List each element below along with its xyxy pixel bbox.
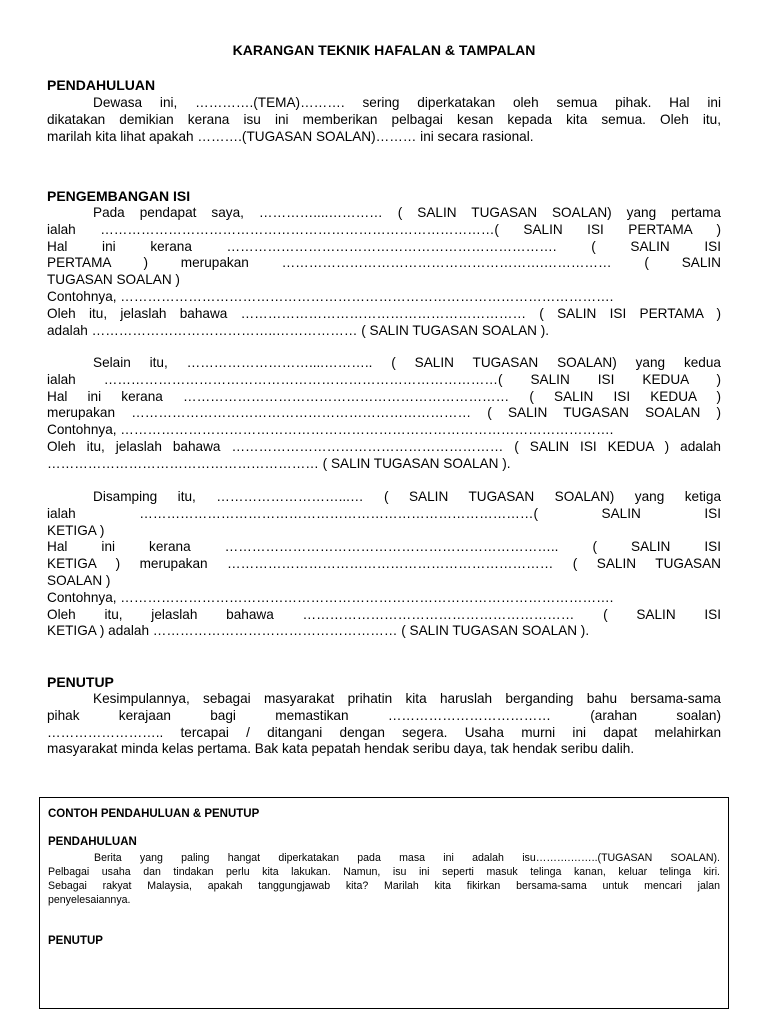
text-line: merupakan ………………………………………………………………… ( SALIN TUGASAN SOALAN ) [47, 405, 721, 421]
text-line: Oleh itu, jelaslah bahawa …………………………………………………… ( SALIN ISI [47, 606, 721, 622]
text-line: Oleh itu, jelaslah bahawa …………………………………………………… ( SALIN ISI KEDUA ) adalah [47, 438, 721, 454]
section-heading-penutup: PENUTUP [47, 674, 114, 690]
document-title: KARANGAN TEKNIK HAFALAN & TAMPALAN [232, 42, 536, 58]
text-line: ialah ……………………………………………………………………………( SALIN ISI PERTAMA ) [47, 221, 721, 237]
example-box-title: CONTOH PENDAHULUAN & PENUTUP [48, 808, 260, 820]
text-line: dikatakan demikian kerana isu ini memberikan pelbagai kesan kepada kita semua. Oleh itu, [47, 111, 721, 127]
text-line: Oleh itu, jelaslah bahawa ……………………………………………………… ( SALIN ISI PERTAMA ) [47, 305, 721, 321]
text-line: ialah ……………………………………………………………………………( SALIN ISI [47, 505, 721, 521]
text-line: Contohnya, ………………………………………………………………………………………………. [47, 589, 614, 605]
paragraph-isi-pertama [47, 205, 721, 339]
text-line: Hal ini kerana ……………………………………………………………… ( SALIN ISI KEDUA ) [47, 388, 721, 404]
paragraph-penutup [47, 691, 721, 758]
section-heading-pendahuluan: PENDAHULUAN [47, 77, 156, 93]
text-line: KETIGA ) merupakan ……………………………………………………………… ( SALIN TUGASAN [47, 556, 721, 572]
text-line: Selain itu, ………………………....……….. ( SALIN TUGASAN SOALAN) yang kedua [93, 355, 721, 370]
text-line: Kesimpulannya, sebagai masyarakat prihatin kita haruslah berganding bahu bersama-sama [93, 691, 721, 706]
text-line: Pada pendapat saya, …………....………… ( SALIN TUGASAN SOALAN) yang pertama [93, 205, 721, 220]
text-line: penyelesaiannya. [48, 894, 131, 906]
text-line: Contohnya, ………………………………………………………………………………………………. [47, 288, 614, 304]
paragraph-isi-kedua [47, 355, 721, 473]
text-line: …………………………………………………… ( SALIN TUGASAN SOALAN ). [47, 455, 511, 471]
example-paragraph-pendahuluan [48, 851, 720, 907]
text-line: adalah …………………………………..……………… ( SALIN TUGASAN SOALAN ). [47, 322, 550, 338]
text-line: Sebagai rakyat Malaysia, apakah tanggungjawab kita? Marilah kita fikirkan bersama-sama untuk mencari jalan [48, 880, 720, 892]
paragraph-isi-ketiga [47, 489, 721, 640]
text-line: TUGASAN SOALAN ) [47, 272, 180, 288]
text-line: SOALAN ) [47, 572, 111, 588]
text-line: masyarakat minda kelas pertama. Bak kata pepatah hendak seribu daya, tak hendak seribu dalih. [47, 741, 635, 757]
text-line: marilah kita lihat apakah ……….(TUGASAN SOALAN)……… ini secara rasional. [47, 128, 534, 144]
text-line: Dewasa ini, ………….(TEMA)………. sering diperkatakan oleh semua pihak. Hal ini [93, 95, 721, 110]
text-line: KETIGA ) adalah ……………………………………………… ( SALIN TUGASAN SOALAN ). [47, 623, 590, 639]
text-line: …………………….. tercapai / ditangani dengan segera. Usaha murni ini dapat melahirkan [47, 724, 721, 740]
text-line: pihak kerajaan bagi memastikan ……………………………… (arahan soalan) [47, 707, 721, 723]
text-line: Berita yang paling hangat diperkatakan pada masa ini adalah isu……….……..(TUGASAN SOALAN). [94, 852, 720, 864]
text-line: Contohnya, ………………………………………………………………………………………………. [47, 422, 614, 438]
section-heading-pengembangan: PENGEMBANGAN ISI [47, 188, 191, 204]
text-line: Hal ini kerana ……………………………………………………………….. ( SALIN ISI [47, 539, 721, 555]
text-line: ialah ……………………………………………………………………………( SALIN ISI KEDUA ) [47, 371, 721, 387]
text-line: KETIGA ) [47, 522, 105, 538]
text-line: Pelbagai usaha dan tindakan perlu kita lakukan. Namun, isu ini seperti masuk telinga kanan, keluar telinga kiri. [48, 866, 720, 878]
text-line: Disamping itu, ………………………...… ( SALIN TUGASAN SOALAN) yang ketiga [93, 489, 721, 504]
paragraph-pendahuluan [47, 95, 721, 145]
text-line: PERTAMA ) merupakan ………………………………………………….…………… ( SALIN [47, 255, 721, 271]
text-line: Hal ini kerana ………………………………………………………………. ( SALIN ISI [47, 238, 721, 254]
example-box [39, 797, 729, 1009]
example-heading-pendahuluan: PENDAHULUAN [48, 836, 137, 848]
example-heading-penutup: PENUTUP [48, 935, 103, 947]
